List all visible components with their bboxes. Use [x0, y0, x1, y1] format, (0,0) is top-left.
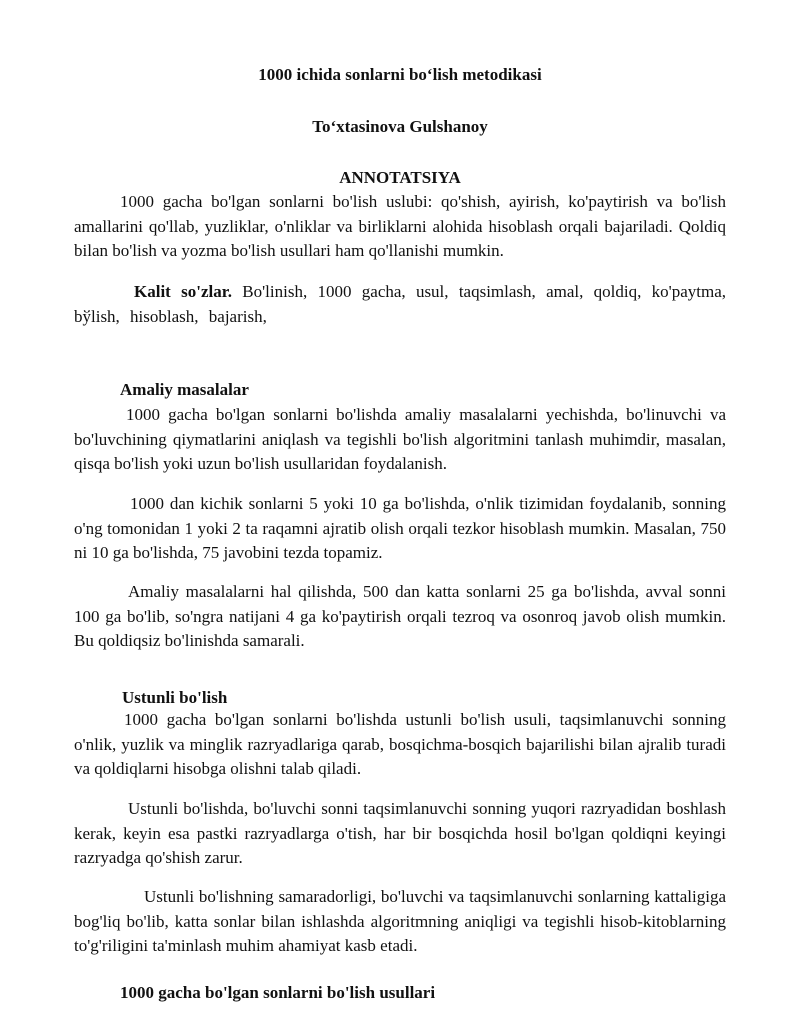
- annotation-paragraph: 1000 gacha bo'lgan sonlarni bo'lish uslubi: qo'shish, ayirish, ko'paytirish va bo'lish amallarini qo'llab, yuzliklar, o'nliklar va birliklarni alohida hisoblash orqali bajariladi. Qoldiq bilan bo'lish va yozma bo'lish usullari ham qo'llanishi mumkin.: [74, 192, 726, 260]
- keywords-label: Kalit so'zlar.: [134, 282, 232, 301]
- paragraph: Amaliy masalalarni hal qilishda, 500 dan katta sonlarni 25 ga bo'lishda, avval sonni 100 ga bo'lib, so'ngra natijani 4 ga ko'paytirish orqali tezroq va osonroq javob olish mumkin. Bu qoldiqsiz bo'linishda samarali.: [74, 582, 726, 650]
- paragraph: Ustunli bo'lishning samaradorligi, bo'luvchi va taqsimlanuvchi sonlarning kattaligiga bog'liq bo'lib, katta sonlar bilan ishlashda algoritmning aniqligi va tegishli hisob-kitoblarning to'g'riligini ta'minlash muhim ahamiyat kasb etadi.: [74, 887, 726, 955]
- section-heading-amaliy: Amaliy masalalar: [120, 380, 249, 399]
- paragraph: 1000 gacha bo'lgan sonlarni bo'lishda ustunli bo'lish usuli, taqsimlanuvchi sonning o'nlik, yuzlik va minglik razryadlariga qarab, bosqichma-bosqich bajarilishi bilan ajralib turadi va qoldiqlarni hisobga olishni talab qiladi.: [74, 710, 726, 778]
- paragraph: Ustunli bo'lishda, bo'luvchi sonni taqsimlanuvchi sonning yuqori razryadidan boshlash kerak, keyin esa pastki razryadlarga o'tish, har bir bosqichda hosil bo'lgan qoldiqni keyingi razryadga qo'shish zarur.: [74, 799, 726, 867]
- annotation-heading: ANNOTATSIYA: [339, 168, 461, 187]
- paragraph: 1000 dan kichik sonlarni 5 yoki 10 ga bo'lishda, o'nlik tizimidan foydalanib, sonning o'ng tomonidan 1 yoki 2 ta raqamni ajratib olish orqali tezkor hisoblash mumkin. Masalan, 750 ni 10 ga bo'lishda, 75 javobini tezda topamiz.: [74, 494, 726, 562]
- document-title: 1000 ichida sonlarni bo‘lish metodikasi: [258, 65, 542, 84]
- author-name: To‘xtasinova Gulshanoy: [312, 117, 488, 136]
- section-heading-ustunli: Ustunli bo'lish: [122, 688, 228, 707]
- keywords-paragraph: [74, 280, 726, 329]
- paragraph: 1000 gacha bo'lgan sonlarni bo'lishda amaliy masalalarni yechishda, bo'linuvchi va bo'luvchining qiymatlarini aniqlash va tegishli bo'lish algoritmini tanlash muhimdir, masalan, qisqa bo'lish yoki uzun bo'lish usullaridan foydalanish.: [74, 405, 726, 473]
- section-heading-usullar: 1000 gacha bo'lgan sonlarni bo'lish usullari: [120, 983, 436, 1002]
- keywords-list: Bo'linish, 1000 gacha, usul, taqsimlash, amal, qoldiq, ko'paytma, bўlish, hisoblash, bajarish,: [74, 282, 726, 326]
